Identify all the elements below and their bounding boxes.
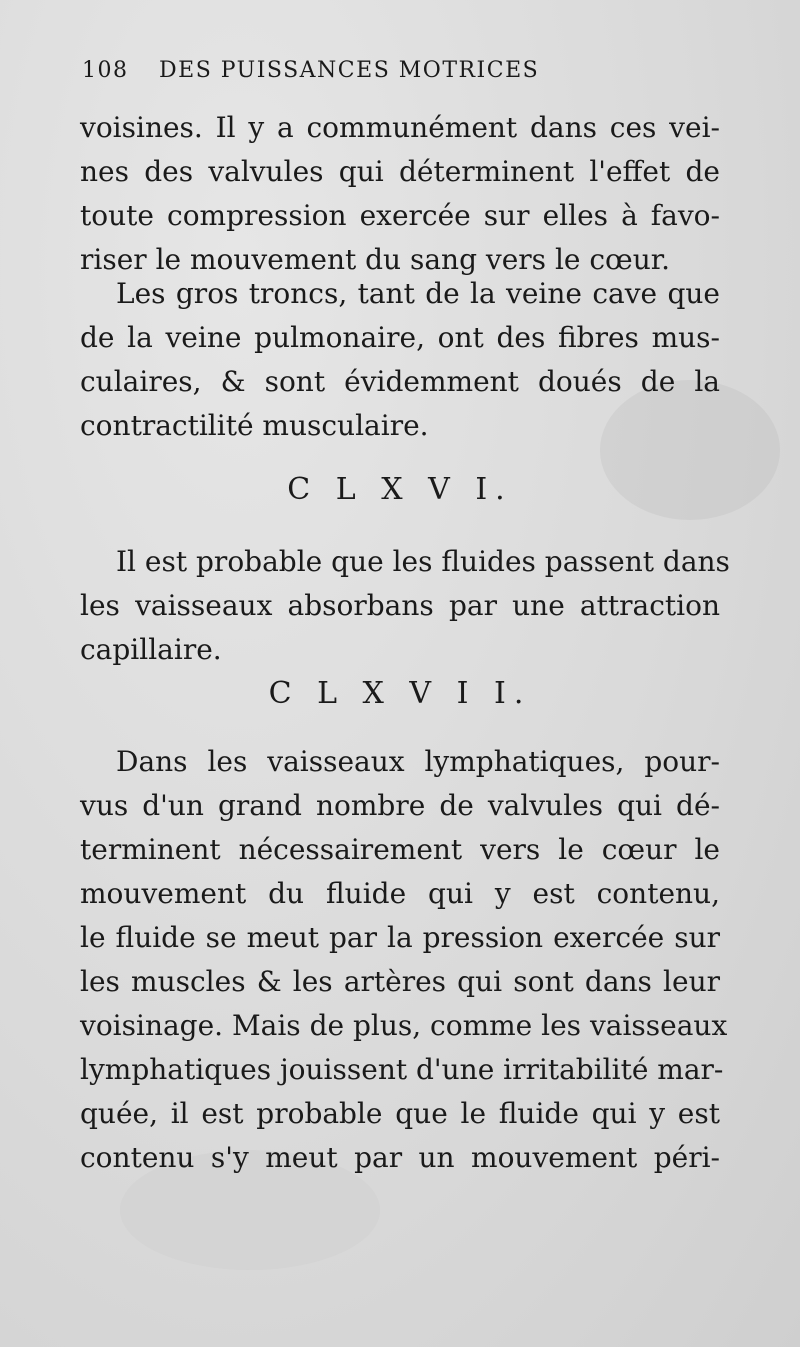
section-heading-clxvi: C L X V I. <box>287 472 513 507</box>
text-line: les muscles & les artères qui sont dans leur <box>80 965 720 998</box>
text-line: nes des valvules qui déterminent l'effet de <box>80 155 720 188</box>
text-line: les vaisseaux absorbans par une attraction <box>80 589 720 622</box>
text-line: capillaire. <box>80 633 222 666</box>
running-header <box>82 58 722 98</box>
text-line: vus d'un grand nombre de valvules qui dé- <box>80 789 720 822</box>
text-line: le fluide se meut par la pression exercée sur <box>80 921 720 954</box>
text-line: culaires, & sont évidemment doués de la <box>80 365 720 398</box>
text-line: voisines. Il y a communément dans ces vei- <box>80 111 720 144</box>
text-line: voisinage. Mais de plus, comme les vaisseaux <box>80 1009 728 1042</box>
text-line: terminent nécessairement vers le cœur le <box>80 833 720 866</box>
text-line: lymphatiques jouissent d'une irritabilité mar- <box>80 1053 724 1086</box>
text-line: quée, il est probable que le fluide qui y est <box>80 1097 720 1130</box>
text-line: riser le mouvement du sang vers le cœur. <box>80 243 670 276</box>
text-line: mouvement du fluide qui y est contenu, <box>80 877 720 910</box>
text-line: toute compression exercée sur elles à favo- <box>80 199 720 232</box>
text-line: de la veine pulmonaire, ont des fibres mus- <box>80 321 720 354</box>
paragraph-1 <box>80 106 720 282</box>
section-clxvii-text <box>80 740 728 1180</box>
paragraph-2 <box>80 272 720 448</box>
section-clxvi-text <box>80 540 730 672</box>
page-number: 108 <box>82 58 129 83</box>
text-line: contractilité musculaire. <box>80 409 429 442</box>
text-line: Dans les vaisseaux lymphatiques, pour- <box>116 745 720 778</box>
text-line: contenu s'y meut par un mouvement péri- <box>80 1141 720 1174</box>
section-heading-clxvii: C L X V I I. <box>268 676 532 711</box>
text-line: Il est probable que les fluides passent dans <box>116 545 730 578</box>
running-title: DES PUISSANCES MOTRICES <box>159 58 540 83</box>
text-line: Les gros troncs, tant de la veine cave que <box>116 277 720 310</box>
